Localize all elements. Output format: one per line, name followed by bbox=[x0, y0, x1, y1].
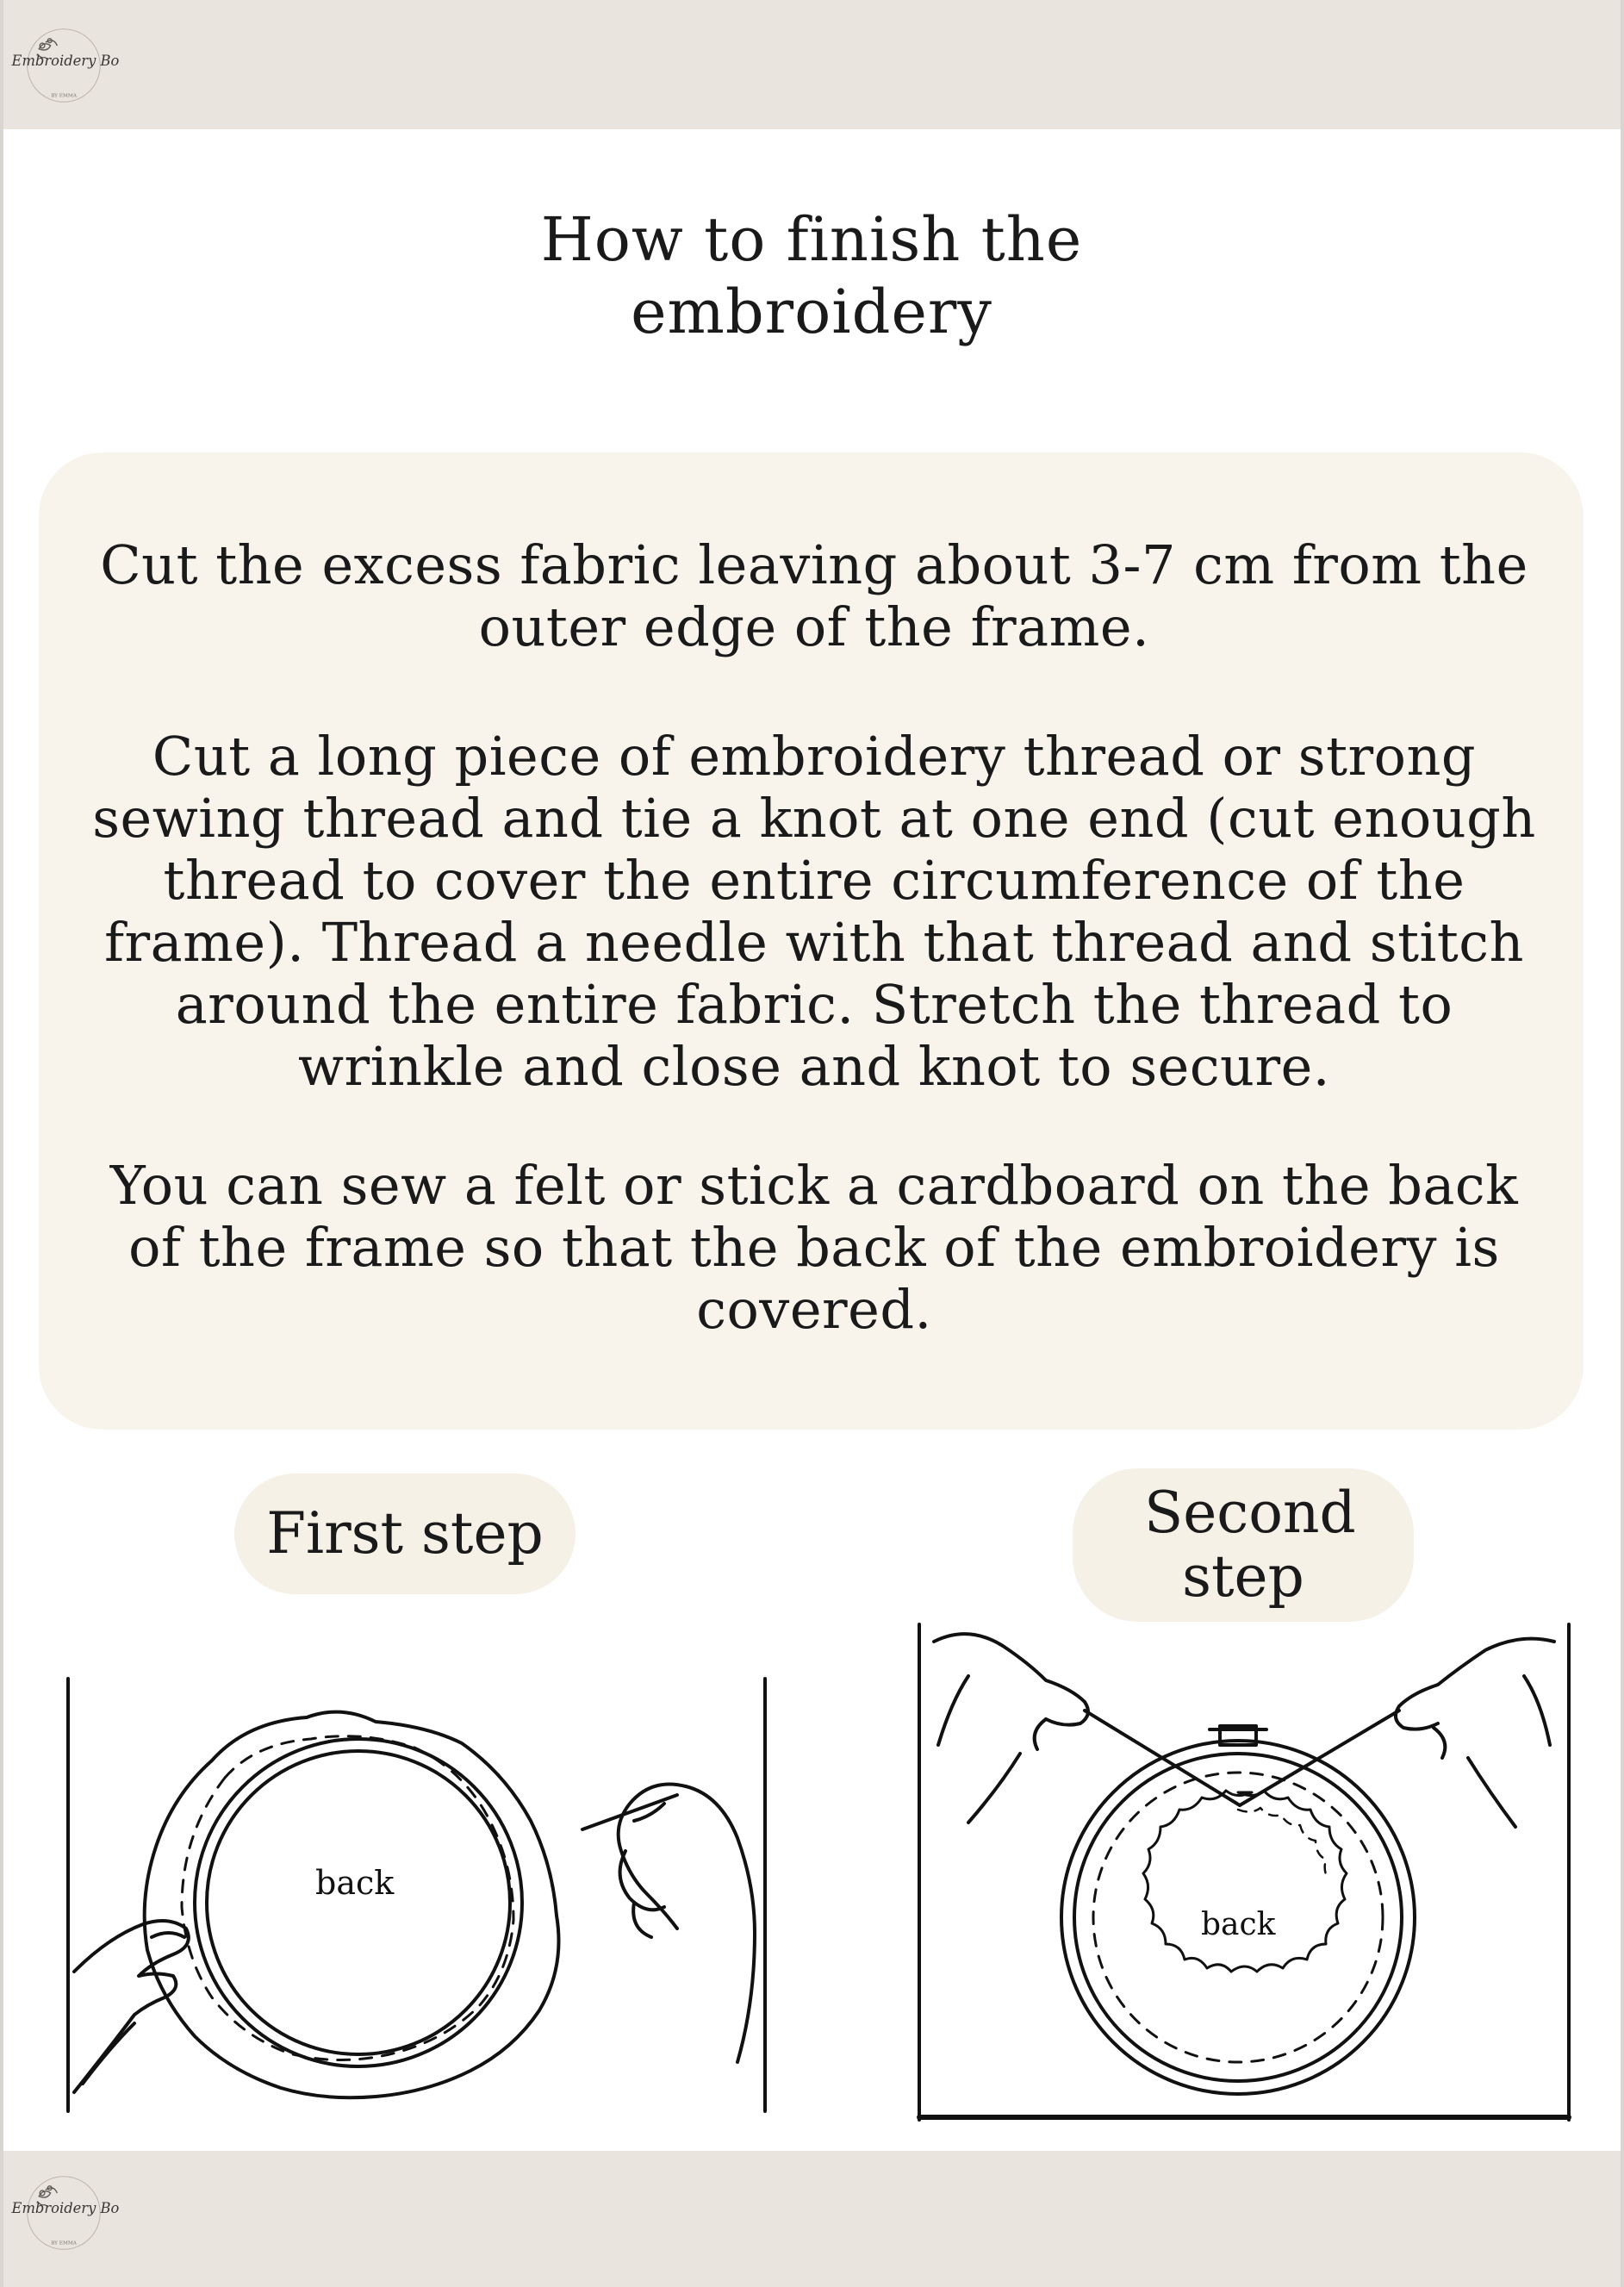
svg-text:Embroidery Bo: Embroidery Bo bbox=[11, 53, 120, 69]
second-step-label-text: Second step bbox=[1144, 1480, 1356, 1610]
instruction-paragraph-cut-fabric: Cut the excess fabric leaving about 3-7 cm from the outer edge of the frame. bbox=[100, 533, 1528, 658]
first-step-label-text: First step bbox=[266, 1500, 544, 1567]
first-step-back-label: back bbox=[315, 1864, 395, 1902]
hoop-gathering-illustration bbox=[917, 1624, 1571, 2120]
second-step-back-label: back bbox=[1201, 1907, 1276, 1942]
page-edge-left bbox=[0, 0, 3, 2287]
svg-text:BY EMMA: BY EMMA bbox=[51, 93, 77, 99]
first-step-label bbox=[234, 1474, 576, 1594]
svg-text:BY EMMA: BY EMMA bbox=[51, 2240, 77, 2246]
page-edge-right bbox=[1621, 0, 1624, 2287]
brand-logo-footer-icon bbox=[11, 2172, 120, 2254]
hoop-stitching-illustration bbox=[65, 1679, 768, 2111]
page-title: How to finish the embroidery bbox=[540, 204, 1083, 347]
instruction-paragraph-cover-back: You can sew a felt or stick a cardboard on the back of the frame so that the back of the embroidery is covered. bbox=[109, 1154, 1519, 1341]
brand-logo-icon bbox=[11, 24, 120, 107]
footer-band bbox=[0, 2151, 1624, 2287]
header-band bbox=[0, 0, 1624, 129]
second-step-label bbox=[1073, 1468, 1414, 1622]
svg-text:Embroidery Bo: Embroidery Bo bbox=[11, 2200, 120, 2216]
instruction-paragraph-stitch: Cut a long piece of embroidery thread or strong sewing thread and tie a knot at one end (cut enough thread to cover the entire circumference of the frame). Thread a needle with that thread and stitch around the entire fabric. Stretch the thread to wrinkle and close and knot to secure. bbox=[92, 725, 1536, 1098]
